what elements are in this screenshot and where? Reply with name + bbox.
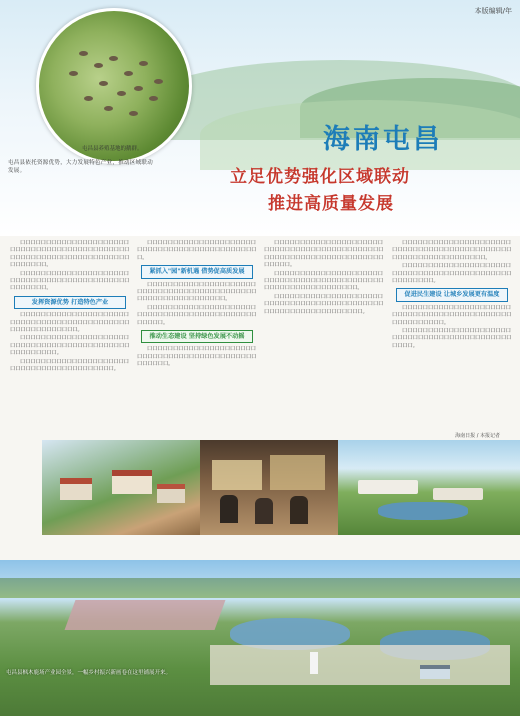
section-box-4: 促进民生建设 让城乡发展更有温度 <box>396 288 508 301</box>
aerial-resort-photo <box>338 440 520 535</box>
article-column-1: 口口口口口口口口口口口口口口口口口口口口口口口口口口口口口口口口口口口口口口口口口口口口口口口口口口口口口口口口口口口口口口口口口口口口口口口口口口。 口口口口口口口口口口口口口口口口口口口口口口口口口口口口口口口口口口口口口口口口口口口口口口口口口口口。 发挥资源优势 打造特色产业 口口口口口口口口口口口口口口口口口口口口口口口口口口口口口口口口口口口口口口口口口口口口口口口口口口口口口口口口口。 口口口口口口口口口口口口口口口口口口口口口口口口口口口口口口口口口口口口口口口口口口口口口口口口口口口口口。 口口口口口口口口口口口口口口口口口口口口口口口口口口口口口口口口口口口口口口口口口。 <box>10 240 130 373</box>
masthead: 本版编辑/年 <box>474 7 512 15</box>
duck-farm-circle-photo <box>36 8 192 164</box>
hero-left-caption: 屯昌县依托资源优势，大力发展特色产业，推动区域联动发展。 <box>8 160 154 174</box>
headline-title: 海南屯昌 <box>323 124 443 155</box>
section-box-3: 推动生态建设 坚持绿色发展不动摇 <box>141 330 253 343</box>
hero-banner <box>0 0 520 236</box>
headline-subtitle-2: 推进高质量发展 <box>268 194 394 214</box>
panorama-caption: 屯昌县枫木鹿场产业园全景，一幅乡村振兴新画卷在这里铺展开来。 <box>6 670 172 676</box>
headline-subtitle-1: 立足优势强化区域联动 <box>230 167 410 187</box>
cafe-interior-photo <box>200 440 338 535</box>
article-column-4: 口口口口口口口口口口口口口口口口口口口口口口口口口口口口口口口口口口口口口口口口口口口口口口口口口口口口口口口口口口口口口口。 口口口口口口口口口口口口口口口口口口口口口口口口口口口口口口口口口口口口口口口口口口口口口口口口口口口口。 促进民生建设 让城乡发展更有温度 口口口口口口口口口口口口口口口口口口口口口口口口口口口口口口口口口口口口口口口口口口口口口口口口口口口口口口。 口口口口口口口口口口口口口口口口口口口口口口口口口口口口口口口口口口口口口口口口口口口口口口口口。 <box>392 240 512 349</box>
article-byline: 海南日报 / 本报记者 <box>455 433 500 439</box>
article-column-2: 口口口口口口口口口口口口口口口口口口口口口口口口口口口口口口口口口口口口口口口口口口口口口。 紧抓入"园"新机遇 借势促高质发展 口口口口口口口口口口口口口口口口口口口口口口口口口口口口口口口口口口口口口口口口口口口口口口口口口口口口口口口口口口口口口。 口口口口口口口口口口口口口口口口口口口口口口口口口口口口口口口口口口口口口口口口口口口口口口口口口。 推动生态建设 坚持绿色发展不动摇 口口口口口口口口口口口口口口口口口口口口口口口口口口口口口口口口口口口口口口口口口口口口口口口口口口。 <box>137 240 257 368</box>
section-box-2: 紧抓入"园"新机遇 借势促高质发展 <box>141 265 253 278</box>
article-column-3: 口口口口口口口口口口口口口口口口口口口口口口口口口口口口口口口口口口口口口口口口口口口口口口口口口口口口口口口口口口口口口口口口口口口口口口口口。 口口口口口口口口口口口口口口口口口口口口口口口口口口口口口口口口口口口口口口口口口口口口口口口口口口口口口口口口口口口口口口。 口口口口口口口口口口口口口口口口口口口口口口口口口口口口口口口口口口口口口口口口口口口口口口口口口口口口口口口口口口口口口口口。 <box>264 240 384 315</box>
village-photo <box>42 440 200 535</box>
section-box-1: 发挥资源优势 打造特色产业 <box>14 296 126 309</box>
circle-photo-caption: 屯昌县养殖基地的鹅群。 <box>82 146 143 152</box>
industrial-park-panorama <box>0 560 520 716</box>
